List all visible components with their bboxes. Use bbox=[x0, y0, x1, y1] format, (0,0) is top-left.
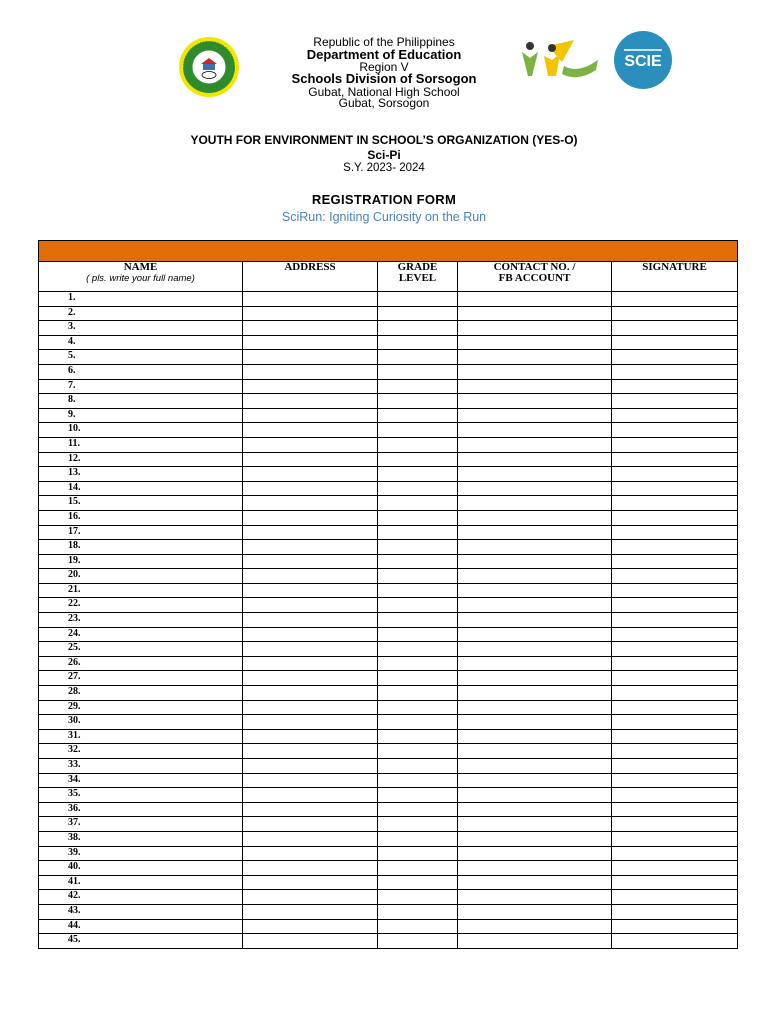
contact-cell[interactable] bbox=[458, 700, 612, 715]
contact-cell[interactable] bbox=[458, 598, 612, 613]
name-cell[interactable]: 31. bbox=[39, 729, 243, 744]
grade-cell[interactable] bbox=[378, 583, 458, 598]
table-body bbox=[39, 292, 738, 949]
signature-cell[interactable] bbox=[612, 846, 738, 861]
address-cell[interactable] bbox=[243, 919, 378, 934]
contact-cell[interactable] bbox=[458, 671, 612, 686]
name-cell[interactable]: 4. bbox=[39, 335, 243, 350]
address-cell[interactable] bbox=[243, 496, 378, 511]
signature-cell[interactable] bbox=[612, 321, 738, 336]
table-row bbox=[39, 934, 738, 949]
address-cell[interactable] bbox=[243, 875, 378, 890]
signature-cell[interactable] bbox=[612, 904, 738, 919]
name-cell[interactable]: 24. bbox=[39, 627, 243, 642]
address-cell[interactable] bbox=[243, 890, 378, 905]
grade-cell[interactable] bbox=[378, 452, 458, 467]
signature-cell[interactable] bbox=[612, 729, 738, 744]
address-cell[interactable] bbox=[243, 846, 378, 861]
contact-cell[interactable] bbox=[458, 452, 612, 467]
signature-cell[interactable] bbox=[612, 802, 738, 817]
contact-cell[interactable] bbox=[458, 423, 612, 438]
table-row bbox=[39, 759, 738, 774]
contact-cell[interactable] bbox=[458, 496, 612, 511]
contact-cell[interactable] bbox=[458, 831, 612, 846]
grade-cell[interactable] bbox=[378, 525, 458, 540]
contact-cell[interactable] bbox=[458, 904, 612, 919]
address-cell[interactable] bbox=[243, 467, 378, 482]
grade-cell[interactable] bbox=[378, 408, 458, 423]
contact-cell[interactable] bbox=[458, 846, 612, 861]
contact-cell[interactable] bbox=[458, 759, 612, 774]
name-cell[interactable]: 19. bbox=[39, 554, 243, 569]
address-cell[interactable] bbox=[243, 831, 378, 846]
name-cell[interactable]: 11. bbox=[39, 437, 243, 452]
signature-cell[interactable] bbox=[612, 598, 738, 613]
address-cell[interactable] bbox=[243, 306, 378, 321]
signature-cell[interactable] bbox=[612, 408, 738, 423]
republic-line: Republic of the Philippines bbox=[313, 35, 455, 49]
signature-cell[interactable] bbox=[612, 364, 738, 379]
grade-cell[interactable] bbox=[378, 773, 458, 788]
signature-cell[interactable] bbox=[612, 788, 738, 803]
grade-cell[interactable] bbox=[378, 686, 458, 701]
name-column-header bbox=[39, 262, 243, 292]
address-cell[interactable] bbox=[243, 437, 378, 452]
address-cell[interactable] bbox=[243, 364, 378, 379]
signature-cell[interactable] bbox=[612, 890, 738, 905]
grade-cell[interactable] bbox=[378, 394, 458, 409]
grade-cell[interactable] bbox=[378, 423, 458, 438]
organization-name: YOUTH FOR ENVIRONMENT IN SCHOOL’S ORGANIZATION (YES-O) bbox=[190, 133, 578, 147]
signature-cell[interactable] bbox=[612, 583, 738, 598]
signature-cell[interactable] bbox=[612, 467, 738, 482]
signature-cell[interactable] bbox=[612, 540, 738, 555]
address-cell[interactable] bbox=[243, 452, 378, 467]
address-cell[interactable] bbox=[243, 554, 378, 569]
address-cell[interactable] bbox=[243, 510, 378, 525]
table-row bbox=[39, 729, 738, 744]
address-cell[interactable] bbox=[243, 569, 378, 584]
signature-cell[interactable] bbox=[612, 496, 738, 511]
name-cell[interactable]: 22. bbox=[39, 598, 243, 613]
table-row bbox=[39, 525, 738, 540]
name-cell[interactable]: 18. bbox=[39, 540, 243, 555]
name-cell[interactable]: 3. bbox=[39, 321, 243, 336]
address-cell[interactable] bbox=[243, 525, 378, 540]
address-cell[interactable] bbox=[243, 700, 378, 715]
name-cell[interactable]: 14. bbox=[39, 481, 243, 496]
name-cell[interactable]: 17. bbox=[39, 525, 243, 540]
signature-cell[interactable] bbox=[612, 292, 738, 307]
school-year: S.Y. 2023- 2024 bbox=[343, 162, 425, 174]
table-row bbox=[39, 292, 738, 307]
signature-cell[interactable] bbox=[612, 656, 738, 671]
grade-cell[interactable] bbox=[378, 919, 458, 934]
contact-cell[interactable] bbox=[458, 788, 612, 803]
table-row bbox=[39, 846, 738, 861]
address-cell[interactable] bbox=[243, 350, 378, 365]
grade-cell[interactable] bbox=[378, 802, 458, 817]
grade-column-header bbox=[378, 262, 458, 292]
name-cell[interactable]: 8. bbox=[39, 394, 243, 409]
grade-cell[interactable] bbox=[378, 321, 458, 336]
name-cell[interactable]: 16. bbox=[39, 510, 243, 525]
contact-cell[interactable] bbox=[458, 437, 612, 452]
contact-cell[interactable] bbox=[458, 481, 612, 496]
address-cell[interactable] bbox=[243, 817, 378, 832]
name-header-note: ( pls. write your full name) bbox=[86, 273, 195, 284]
event-name: SciRun: Igniting Curiosity on the Run bbox=[281, 210, 487, 224]
name-cell[interactable]: 15. bbox=[39, 496, 243, 511]
name-cell[interactable]: 43. bbox=[39, 904, 243, 919]
name-cell[interactable]: 21. bbox=[39, 583, 243, 598]
grade-cell[interactable] bbox=[378, 831, 458, 846]
club-name: Sci-Pi bbox=[367, 148, 401, 162]
contact-header-line1: CONTACT NO. / bbox=[493, 261, 576, 273]
name-cell[interactable]: 37. bbox=[39, 817, 243, 832]
signature-cell[interactable] bbox=[612, 642, 738, 657]
table-row bbox=[39, 569, 738, 584]
address-cell[interactable] bbox=[243, 934, 378, 949]
grade-cell[interactable] bbox=[378, 671, 458, 686]
table-row bbox=[39, 613, 738, 628]
grade-cell[interactable] bbox=[378, 467, 458, 482]
table-row bbox=[39, 423, 738, 438]
signature-cell[interactable] bbox=[612, 744, 738, 759]
grade-cell[interactable] bbox=[378, 510, 458, 525]
grade-cell[interactable] bbox=[378, 569, 458, 584]
name-cell[interactable]: 2. bbox=[39, 306, 243, 321]
contact-cell[interactable] bbox=[458, 686, 612, 701]
signature-column-header: SIGNATURE bbox=[612, 262, 738, 292]
grade-cell[interactable] bbox=[378, 306, 458, 321]
contact-cell[interactable] bbox=[458, 890, 612, 905]
grade-cell[interactable] bbox=[378, 496, 458, 511]
contact-cell[interactable] bbox=[458, 569, 612, 584]
name-cell[interactable]: 33. bbox=[39, 759, 243, 774]
signature-cell[interactable] bbox=[612, 379, 738, 394]
signature-cell[interactable] bbox=[612, 627, 738, 642]
table-row bbox=[39, 379, 738, 394]
grade-cell[interactable] bbox=[378, 627, 458, 642]
signature-cell[interactable] bbox=[612, 452, 738, 467]
contact-cell[interactable] bbox=[458, 408, 612, 423]
signature-cell[interactable] bbox=[612, 875, 738, 890]
table-row bbox=[39, 904, 738, 919]
signature-cell[interactable] bbox=[612, 759, 738, 774]
name-cell[interactable]: 27. bbox=[39, 671, 243, 686]
contact-cell[interactable] bbox=[458, 510, 612, 525]
name-header-label: NAME bbox=[123, 261, 158, 273]
signature-cell[interactable] bbox=[612, 671, 738, 686]
grade-cell[interactable] bbox=[378, 642, 458, 657]
signature-cell[interactable] bbox=[612, 423, 738, 438]
signature-cell[interactable] bbox=[612, 554, 738, 569]
name-cell[interactable]: 36. bbox=[39, 802, 243, 817]
grade-cell[interactable] bbox=[378, 350, 458, 365]
table-row bbox=[39, 350, 738, 365]
contact-cell[interactable] bbox=[458, 321, 612, 336]
contact-cell[interactable] bbox=[458, 540, 612, 555]
address-cell[interactable] bbox=[243, 481, 378, 496]
table-row bbox=[39, 788, 738, 803]
column-header-row bbox=[39, 262, 738, 292]
signature-cell[interactable] bbox=[612, 700, 738, 715]
name-cell[interactable]: 42. bbox=[39, 890, 243, 905]
grade-cell[interactable] bbox=[378, 613, 458, 628]
address-cell[interactable] bbox=[243, 802, 378, 817]
contact-cell[interactable] bbox=[458, 554, 612, 569]
grade-cell[interactable] bbox=[378, 715, 458, 730]
address-cell[interactable] bbox=[243, 904, 378, 919]
table-row bbox=[39, 481, 738, 496]
division-line: Schools Division of Sorsogon bbox=[291, 71, 477, 86]
contact-cell[interactable] bbox=[458, 306, 612, 321]
grade-cell[interactable] bbox=[378, 481, 458, 496]
table-row bbox=[39, 437, 738, 452]
table-row bbox=[39, 671, 738, 686]
contact-cell[interactable] bbox=[458, 525, 612, 540]
address-cell[interactable] bbox=[243, 861, 378, 876]
school-line: Gubat, National High School bbox=[308, 85, 460, 99]
table-row bbox=[39, 817, 738, 832]
table-row bbox=[39, 452, 738, 467]
grade-cell[interactable] bbox=[378, 700, 458, 715]
grade-cell[interactable] bbox=[378, 788, 458, 803]
address-cell[interactable] bbox=[243, 686, 378, 701]
address-cell[interactable] bbox=[243, 394, 378, 409]
grade-cell[interactable] bbox=[378, 875, 458, 890]
address-cell[interactable] bbox=[243, 583, 378, 598]
address-column-header: ADDRESS bbox=[243, 262, 378, 292]
name-cell[interactable]: 7. bbox=[39, 379, 243, 394]
address-cell[interactable] bbox=[243, 729, 378, 744]
contact-cell[interactable] bbox=[458, 861, 612, 876]
signature-cell[interactable] bbox=[612, 481, 738, 496]
contact-cell[interactable] bbox=[458, 627, 612, 642]
grade-cell[interactable] bbox=[378, 540, 458, 555]
registration-table bbox=[38, 240, 738, 949]
table-row bbox=[39, 642, 738, 657]
name-cell[interactable]: 9. bbox=[39, 408, 243, 423]
address-cell[interactable] bbox=[243, 642, 378, 657]
name-cell[interactable]: 25. bbox=[39, 642, 243, 657]
contact-cell[interactable] bbox=[458, 364, 612, 379]
table-row bbox=[39, 627, 738, 642]
signature-cell[interactable] bbox=[612, 715, 738, 730]
name-cell[interactable]: 45. bbox=[39, 934, 243, 949]
table-row bbox=[39, 335, 738, 350]
table-row bbox=[39, 890, 738, 905]
grade-cell[interactable] bbox=[378, 335, 458, 350]
address-cell[interactable] bbox=[243, 671, 378, 686]
name-cell[interactable]: 32. bbox=[39, 744, 243, 759]
name-cell[interactable]: 34. bbox=[39, 773, 243, 788]
contact-cell[interactable] bbox=[458, 773, 612, 788]
table-row bbox=[39, 408, 738, 423]
name-cell[interactable]: 5. bbox=[39, 350, 243, 365]
address-cell[interactable] bbox=[243, 759, 378, 774]
contact-cell[interactable] bbox=[458, 729, 612, 744]
grade-cell[interactable] bbox=[378, 759, 458, 774]
address-cell[interactable] bbox=[243, 656, 378, 671]
contact-cell[interactable] bbox=[458, 875, 612, 890]
grade-cell[interactable] bbox=[378, 846, 458, 861]
signature-cell[interactable] bbox=[612, 817, 738, 832]
grade-cell[interactable] bbox=[378, 656, 458, 671]
signature-cell[interactable] bbox=[612, 510, 738, 525]
table-row bbox=[39, 744, 738, 759]
contact-cell[interactable] bbox=[458, 379, 612, 394]
signature-cell[interactable] bbox=[612, 525, 738, 540]
address-cell[interactable] bbox=[243, 292, 378, 307]
name-cell[interactable]: 26. bbox=[39, 656, 243, 671]
address-cell[interactable] bbox=[243, 598, 378, 613]
table-row bbox=[39, 919, 738, 934]
table-row bbox=[39, 321, 738, 336]
grade-cell[interactable] bbox=[378, 598, 458, 613]
name-cell[interactable]: 6. bbox=[39, 364, 243, 379]
form-title: REGISTRATION FORM bbox=[311, 192, 457, 207]
table-row bbox=[39, 598, 738, 613]
name-cell[interactable]: 10. bbox=[39, 423, 243, 438]
contact-cell[interactable] bbox=[458, 919, 612, 934]
grade-cell[interactable] bbox=[378, 292, 458, 307]
table-row bbox=[39, 656, 738, 671]
contact-cell[interactable] bbox=[458, 335, 612, 350]
address-cell[interactable] bbox=[243, 423, 378, 438]
address-cell[interactable] bbox=[243, 321, 378, 336]
name-cell[interactable]: 23. bbox=[39, 613, 243, 628]
contact-cell[interactable] bbox=[458, 934, 612, 949]
table-row bbox=[39, 700, 738, 715]
signature-cell[interactable] bbox=[612, 306, 738, 321]
contact-cell[interactable] bbox=[458, 583, 612, 598]
grade-cell[interactable] bbox=[378, 729, 458, 744]
table-row bbox=[39, 715, 738, 730]
table-row bbox=[39, 861, 738, 876]
table-row bbox=[39, 467, 738, 482]
table-row bbox=[39, 540, 738, 555]
signature-cell[interactable] bbox=[612, 773, 738, 788]
table-row bbox=[39, 510, 738, 525]
contact-cell[interactable] bbox=[458, 817, 612, 832]
address-cell[interactable] bbox=[243, 773, 378, 788]
contact-cell[interactable] bbox=[458, 350, 612, 365]
signature-cell[interactable] bbox=[612, 831, 738, 846]
signature-cell[interactable] bbox=[612, 919, 738, 934]
table-row bbox=[39, 773, 738, 788]
name-cell[interactable]: 38. bbox=[39, 831, 243, 846]
grade-cell[interactable] bbox=[378, 904, 458, 919]
signature-cell[interactable] bbox=[612, 613, 738, 628]
grade-cell[interactable] bbox=[378, 437, 458, 452]
name-cell[interactable]: 44. bbox=[39, 919, 243, 934]
table-row bbox=[39, 394, 738, 409]
address-cell[interactable] bbox=[243, 715, 378, 730]
address-cell[interactable] bbox=[243, 335, 378, 350]
address-cell[interactable] bbox=[243, 744, 378, 759]
table-row bbox=[39, 802, 738, 817]
grade-cell[interactable] bbox=[378, 364, 458, 379]
contact-cell[interactable] bbox=[458, 744, 612, 759]
address-cell[interactable] bbox=[243, 788, 378, 803]
address-cell[interactable] bbox=[243, 627, 378, 642]
signature-cell[interactable] bbox=[612, 350, 738, 365]
address-cell[interactable] bbox=[243, 613, 378, 628]
contact-cell[interactable] bbox=[458, 642, 612, 657]
grade-cell[interactable] bbox=[378, 861, 458, 876]
grade-cell[interactable] bbox=[378, 379, 458, 394]
name-cell[interactable]: 35. bbox=[39, 788, 243, 803]
region-line: Region V bbox=[359, 60, 409, 74]
contact-cell[interactable] bbox=[458, 802, 612, 817]
town-line: Gubat, Sorsogon bbox=[338, 96, 430, 110]
contact-cell[interactable] bbox=[458, 292, 612, 307]
grade-cell[interactable] bbox=[378, 890, 458, 905]
name-cell[interactable]: 40. bbox=[39, 861, 243, 876]
grade-cell[interactable] bbox=[378, 934, 458, 949]
table-row bbox=[39, 554, 738, 569]
signature-cell[interactable] bbox=[612, 437, 738, 452]
contact-cell[interactable] bbox=[458, 394, 612, 409]
name-cell[interactable]: 12. bbox=[39, 452, 243, 467]
svg-text:SCIE: SCIE bbox=[624, 53, 662, 70]
signature-cell[interactable] bbox=[612, 686, 738, 701]
address-cell[interactable] bbox=[243, 540, 378, 555]
contact-cell[interactable] bbox=[458, 656, 612, 671]
contact-cell[interactable] bbox=[458, 715, 612, 730]
name-cell[interactable]: 39. bbox=[39, 846, 243, 861]
table-row bbox=[39, 831, 738, 846]
contact-cell[interactable] bbox=[458, 467, 612, 482]
table-row bbox=[39, 496, 738, 511]
name-cell[interactable]: 41. bbox=[39, 875, 243, 890]
signature-cell[interactable] bbox=[612, 934, 738, 949]
contact-column-header bbox=[458, 262, 612, 292]
table-row bbox=[39, 583, 738, 598]
address-cell[interactable] bbox=[243, 408, 378, 423]
grade-cell[interactable] bbox=[378, 554, 458, 569]
grade-header-line2: LEVEL bbox=[398, 272, 437, 284]
name-cell[interactable]: 20. bbox=[39, 569, 243, 584]
grade-cell[interactable] bbox=[378, 744, 458, 759]
signature-cell[interactable] bbox=[612, 394, 738, 409]
name-cell[interactable]: 28. bbox=[39, 686, 243, 701]
signature-cell[interactable] bbox=[612, 569, 738, 584]
table-row bbox=[39, 306, 738, 321]
signature-cell[interactable] bbox=[612, 335, 738, 350]
name-cell[interactable]: 13. bbox=[39, 467, 243, 482]
grade-cell[interactable] bbox=[378, 817, 458, 832]
name-cell[interactable]: 30. bbox=[39, 715, 243, 730]
contact-cell[interactable] bbox=[458, 613, 612, 628]
contact-header-line2: FB ACCOUNT bbox=[498, 272, 571, 284]
table-row bbox=[39, 875, 738, 890]
table-row bbox=[39, 364, 738, 379]
table-header-band bbox=[39, 241, 738, 262]
address-cell[interactable] bbox=[243, 379, 378, 394]
signature-cell[interactable] bbox=[612, 861, 738, 876]
table-row bbox=[39, 686, 738, 701]
grade-header-line1: GRADE bbox=[397, 261, 438, 273]
name-cell[interactable]: 29. bbox=[39, 700, 243, 715]
department-line: Department of Education bbox=[306, 47, 462, 62]
name-cell[interactable]: 1. bbox=[39, 292, 243, 307]
